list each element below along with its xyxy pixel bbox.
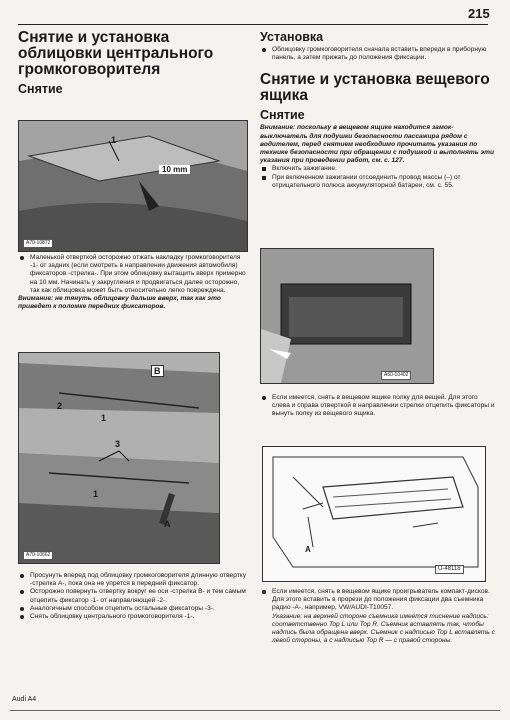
fig4-marker-A: A (305, 545, 311, 554)
fig2-marker-1b: 1 (93, 489, 99, 499)
right-text-block-2 (260, 394, 496, 419)
right-column-top (260, 30, 496, 190)
figure-cd-player-drawing (263, 447, 485, 581)
fig2-marker-1: 1 (101, 413, 107, 423)
step-remove-cd-player: Если имеется, снять в вещевом ящике проигрыватель компакт-дисков. Для этого вставить в прорези до положения фиксации два съемника радио -А-, например, VW/AUDI-T10057. (260, 588, 496, 613)
fig2-marker-B: B (151, 365, 164, 377)
note-top-marking: Указание: на верхней стороне съемника имеется тиснение надпись: соответственно Top L или Top R. Съемник вставлять так, чтобы надпись была обращена вверх. Съемник с надписью Top L вставлять с левой стороны, а с надписью Top R — с правой стороны. (272, 612, 495, 645)
figure-speaker-cover (18, 120, 248, 252)
figure-screwdriver (18, 352, 220, 564)
left-text-block-2 (18, 572, 248, 621)
step-rotate-screwdriver: Осторожно повернуть отвертку вокруг ее оси -стрелка В- и тем самым отцепить фиксатор -1- от направляющей -2-. (18, 588, 248, 604)
fig1-dimension: 10 mm (159, 165, 190, 174)
page-number: 215 (468, 6, 490, 21)
left-title: Снятие и установка облицовки центрального громкоговорителя (18, 29, 214, 78)
figure-glovebox-drawing (261, 249, 433, 383)
warning-airbag: Внимание: поскольку в вещевом ящике находится замок-выключатель для подушки безопасности пассажира рядом с водителем, перед снятием необходимо прочитать указания по технике безопасности при обращении с подушкой и выполнять эти указания при проведении работ, см. с. 127. (260, 124, 494, 165)
step-disconnect-ground: При включенном зажигании отсоединить провод массы (–) от отрицательного полюса аккумуляторной батареи, см. с. 55. (260, 174, 496, 190)
right-text-block-3 (260, 588, 496, 645)
step-remove-shelf: Если имеется, снять в вещевом ящике полку для вещей. Для этого слева и справа отверткой в направлении стрелки отцепить фиксаторы и вынуть полку из вещевого ящика. (260, 394, 496, 419)
glovebox-title: Снятие и установка вещевого ящика (260, 71, 490, 105)
fig1-marker-1: 1 (111, 135, 117, 145)
para-remove-cover: Маленькой отверткой осторожно отжать накладку громкоговорителя -1- от задних (если смотреть в направлении движения автомобиля) фиксаторов -стрелка-. При этом облицовку вытащить вверх примерно на 10 мм. Начинать у закругления и продвигаться далее осторожно, так как облицовка может быть относительно легко повреждена. (18, 254, 248, 295)
footer-rule (10, 710, 500, 711)
warning-front-clips: Внимание: не тянуть облицовку дальше вверх, так как это приведет к поломке передних фиксаторов. (18, 295, 221, 311)
install-step: Облицовку громкоговорителя сначала вставить впереди в приборную панель, а затем прижать до положения фиксации. (260, 46, 496, 62)
figure-screwdriver-drawing (19, 353, 219, 563)
install-heading: Установка (260, 30, 324, 44)
fig4-label: U-48118 (435, 565, 464, 574)
figure-cd-player (262, 446, 486, 582)
fig2-marker-2: 2 (57, 401, 63, 411)
left-text-block-1 (18, 254, 248, 311)
fig1-label: A70-10872 (23, 239, 53, 248)
step-insert-screwdriver: Просунуть вперед под облицовку громкоговорителя длинную отвертку -стрелка А-, пока она не упрется в передний фиксатор. (18, 572, 248, 588)
left-section-heading: Снятие (18, 82, 63, 96)
fig2-marker-A: A (164, 519, 171, 529)
step-other-clips: Аналогичным способом отцепить остальные фиксаторы -3-. (18, 605, 248, 613)
step-remove-cover: Снять облицовку центрального громкоговорителя -1-. (18, 613, 248, 621)
figure-glovebox-shelf (260, 248, 434, 384)
glovebox-section-heading: Снятие (260, 108, 305, 123)
fig3-label: A60-10402 (381, 371, 411, 380)
fig2-label: A70-10662 (23, 551, 53, 560)
figure-speaker-cover-drawing (19, 121, 247, 251)
step-ignition-on: Включить зажигание. (260, 165, 496, 173)
footer-model: Audi A4 (12, 696, 37, 703)
left-column (18, 30, 248, 96)
fig2-marker-3: 3 (115, 439, 121, 449)
header-rule (18, 24, 488, 25)
